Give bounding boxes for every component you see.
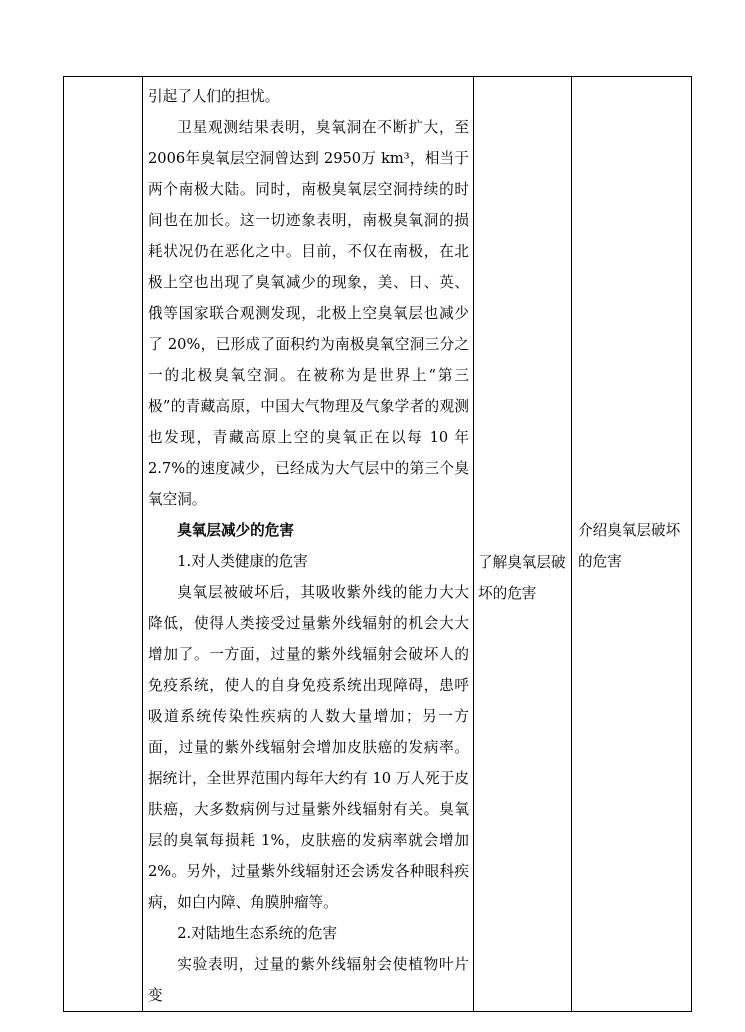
paragraph-land-ecosystem: 实验表明，过量的紫外线辐射会使植物叶片变 <box>148 956 469 1004</box>
subheading-land-ecosystem: 2.对陆地生态系统的危害 <box>177 925 338 942</box>
teaching-step-cell <box>64 77 143 1012</box>
paragraph-satellite-observation: 卫星观测结果表明，臭氧洞在不断扩大，至2006年臭氧层空洞曾达到 2950万 km³，相当于两个南极大陆。同时，南极臭氧层空洞持续的时间也在加长。这一切迹象表明，南极臭氧洞的损耗状况仍在恶化之中。目前，不仅在南极，在北极上空也出现了臭氧减少的现象，美、日、英、俄等国家联合观测发现，北极上空臭氧层也减少了 20%，已形成了面积约为南极臭氧空洞三分之一的北极臭氧空洞。在被称为是世界上“第三极”的青藏高原，中国大气物理及气象学者的观测也发现，青藏高原上空的臭氧正在以每 10 年 2.7%的速度减少，已经成为大气层中的第三个臭氧空洞。 <box>148 119 469 508</box>
section-heading-ozone-harm: 臭氧层减少的危害 <box>177 522 294 539</box>
table-row <box>64 77 692 1012</box>
lesson-plan-table <box>63 76 692 1012</box>
design-intent-text: 介绍臭氧层破坏的危害 <box>578 522 681 570</box>
design-intent-cell <box>572 77 692 1012</box>
paragraph-human-health: 臭氧层被破坏后，其吸收紫外线的能力大大降低，使得人类接受过量紫外线辐射的机会大大增加了。一方面，过量的紫外线辐射会破坏人的免疫系统，使人的自身免疫系统出现障碍，患呼吸道系统传染性疾病的人数大量增加；另一方面，过量的紫外线辐射会增加皮肤癌的发病率。据统计，全世界范围内每年大约有 10 万人死于皮肤癌，大多数病例与过量紫外线辐射有关。臭氧层的臭氧每损耗 1%，皮肤癌的发病率就会增加 2%。另外，过量紫外线辐射还会诱发各种眼科疾病，如白内障、角膜肿瘤等。 <box>148 584 469 911</box>
subheading-human-health: 1.对人类健康的危害 <box>177 553 308 570</box>
teaching-content-cell <box>143 77 474 1012</box>
student-activity-cell <box>474 77 572 1012</box>
paragraph-continuation: 引起了人们的担忧。 <box>148 88 280 105</box>
teaching-content-text <box>148 77 469 1011</box>
student-activity-text: 了解臭氧层破坏的危害 <box>478 554 566 602</box>
